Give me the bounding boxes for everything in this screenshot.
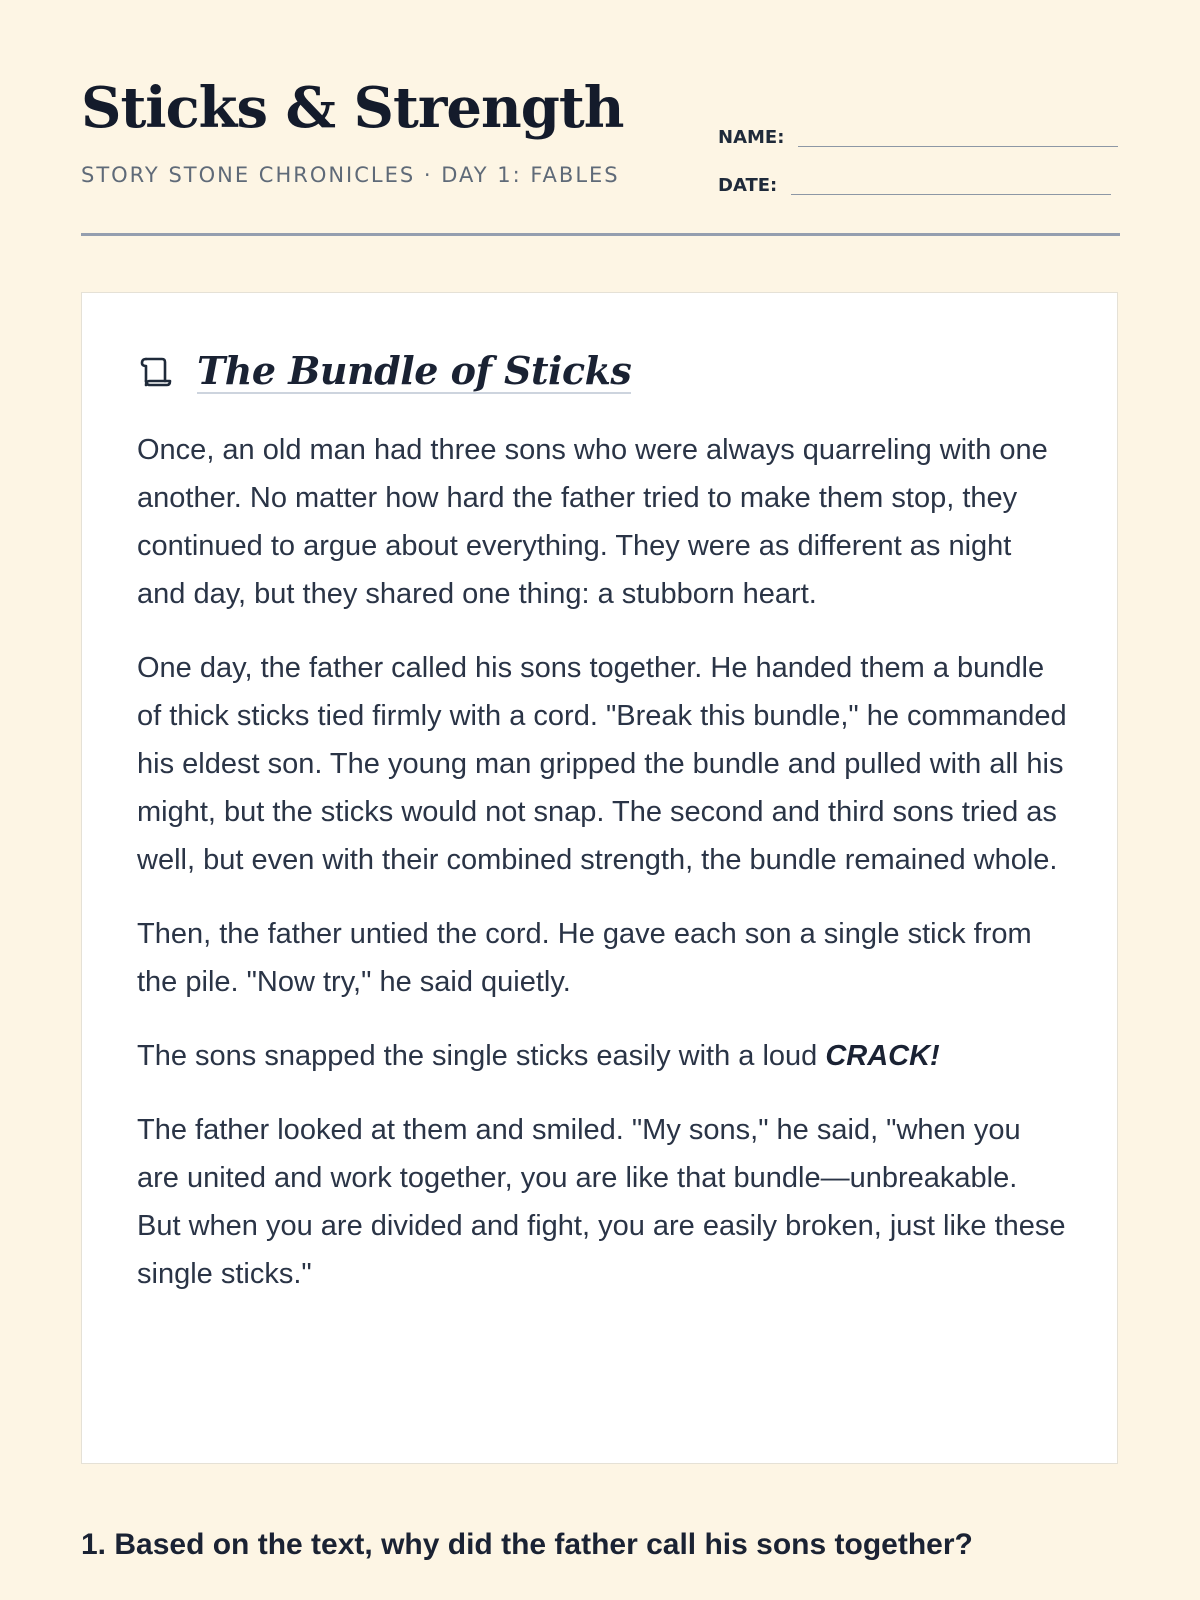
header-divider [81,233,1120,236]
question-1: 1. Based on the text, why did the father call his sons together? [81,1528,973,1561]
date-field[interactable] [718,164,1111,195]
name-label: NAME: [718,127,785,148]
story-heading [137,348,632,394]
name-line[interactable] [798,116,1118,147]
date-label: DATE: [718,175,778,196]
story-card [81,292,1118,1464]
story-paragraph-text: The sons snapped the single sticks easily with a loud [137,1040,826,1072]
page-title: Sticks & Strength [81,75,624,141]
story-paragraph: The father looked at them and smiled. "My sons," he said, "when you are united and work together, you are like that bundle—unbreakable. But when you are divided and fight, you are easily broken, just like these single sticks." [137,1114,1066,1290]
date-line[interactable] [791,164,1111,195]
story-body [137,426,1067,1324]
worksheet-page [81,0,1120,1600]
story-paragraph: One day, the father called his sons together. He handed them a bundle of thick sticks tied firmly with a cord. "Break this bundle," he commanded his eldest son. The young man gripped the bundle and pulled with all his might, but the sticks would not snap. The second and third sons tried as well, but even with their combined strength, the bundle remained whole. [137,652,1067,876]
name-field[interactable] [718,116,1118,147]
crack-emphasis: CRACK! [825,1040,940,1072]
worksheet-header [81,0,1120,236]
story-paragraph: Then, the father untied the cord. He gave each son a single stick from the pile. "Now try," he said quietly. [137,918,1032,998]
story-paragraph [137,1032,1067,1080]
scroll-icon [137,354,173,390]
story-title: The Bundle of Sticks [197,348,632,393]
story-paragraph: Once, an old man had three sons who were always quarreling with one another. No matter how hard the father tried to make them stop, they continued to argue about everything. They were as different as night and day, but they shared one thing: a stubborn heart. [137,434,1048,610]
page-subtitle: STORY STONE CHRONICLES · DAY 1: FABLES [81,163,620,187]
